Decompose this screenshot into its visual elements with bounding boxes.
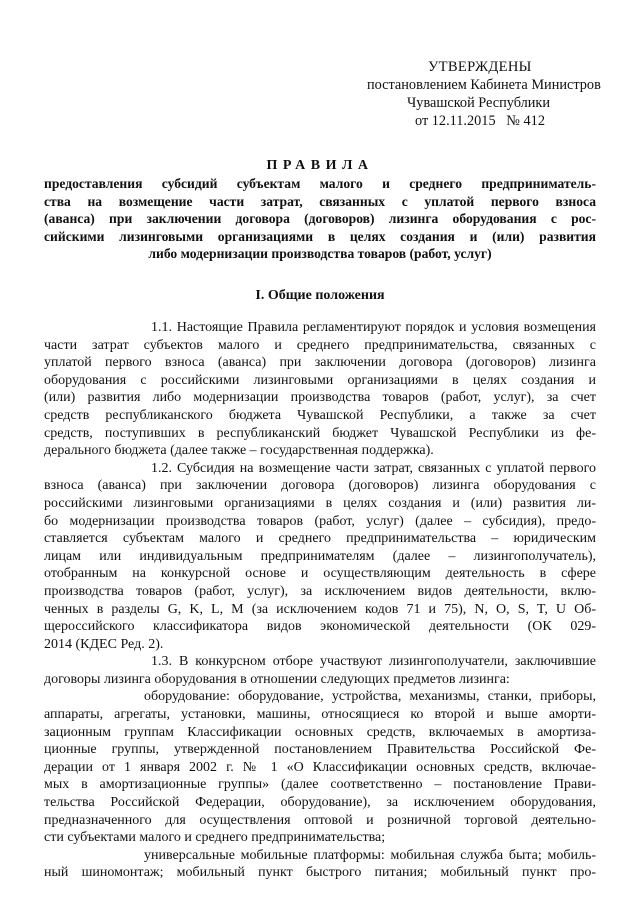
paragraph-1-2-line: российскими лизинговыми организациями в целях создания и (или) развития ли- — [44, 495, 596, 511]
paragraph-1-2-line: взноса (аванса) при заключении договора (договоров) лизинга оборудования с — [44, 478, 596, 494]
paragraph-1-1-line: (или) развития либо модернизации производства товаров (работ, услуг), за счет — [44, 390, 596, 406]
subtitle-line: либо модернизации производства товаров (работ, услуг) — [148, 246, 492, 262]
subtitle-line: ства на возмещение части затрат, связанных с уплатой первого взноса — [44, 193, 596, 209]
paragraph-1-2-line: лицам или индивидуальным предпринимателям (далее – лизингополучатель), — [44, 548, 596, 564]
paragraph-1-3-line: договоры лизинга оборудования в отношении следующих предметов лизинга: — [44, 671, 510, 687]
mobile-platforms-item-line: ный шиномонтаж; мобильный пункт быстрого питания; мобильный пункт про- — [44, 865, 596, 881]
equipment-item-line: предназначенного для осуществления оптовой и розничной торговой деятельно- — [44, 812, 596, 828]
paragraph-1-2-line: ставляется субъектам малого и среднего предпринимательства – юридическим — [44, 531, 596, 547]
paragraph-1-1-line: части затрат субъектов малого и среднего предпринимательства, связанных с — [44, 337, 596, 353]
section-heading: I. Общие положения — [255, 288, 385, 303]
paragraph-1-1-line: уплатой первого взноса (аванса) при заключении договора (договоров) лизинга — [44, 355, 596, 371]
equipment-item-line: сти субъектами малого и среднего предпринимательства; — [44, 830, 386, 846]
document-title: ПРАВИЛА — [266, 158, 374, 173]
paragraph-1-1-line: средств республиканского бюджета Чувашской Республики, а также за счет — [44, 407, 596, 423]
approval-stamp — [365, 58, 625, 130]
document-body — [44, 319, 596, 882]
paragraph-1-2-line: отобранным на конкурсной основе и осуществляющим деятельность в сфере — [44, 566, 596, 582]
paragraph-1-3-line: 1.3. В конкурсном отборе участвуют лизингополучатели, заключившие — [151, 654, 596, 670]
equipment-item-line: оборудование: оборудование, устройства, механизмы, станки, приборы, — [144, 689, 596, 705]
equipment-item-line: дерации от 1 января 2002 г. № 1 «О Классификации основных средств, включае- — [44, 759, 596, 775]
equipment-item-line: мых в амортизационные группы» (далее соответственно – постановление Прави- — [44, 777, 596, 793]
paragraph-1-1-line: 1.1. Настоящие Правила регламентируют порядок и условия возмещения — [151, 320, 596, 335]
paragraph-1-1-line: оборудования с российскими лизинговыми организациями в целях создания и — [44, 372, 596, 388]
paragraph-1-2-line: щероссийского классификатора видов экономической деятельности (ОК 029- — [44, 619, 596, 635]
equipment-item-line: аппараты, агрегаты, установки, машины, относящиеся ко второй и выше аморти- — [44, 707, 596, 723]
approval-date-number: от 12.11.2015 № 412 — [415, 113, 545, 129]
mobile-platforms-item-line: универсальные мобильные платформы: мобильная служба быта; мобиль- — [144, 847, 596, 863]
paragraph-1-1-line: средств, поступивших в республиканский бюджет Чувашской Республики из фе- — [44, 425, 596, 441]
subtitle-line: сийскими лизинговыми организациями в целях создания и (или) развития — [44, 228, 596, 244]
subtitle-line: предоставления субсидий субъектам малого и среднего предприниматель- — [44, 176, 596, 191]
equipment-item-line: ционные группы, утвержденной постановлением Правительства Российской Фе- — [44, 742, 596, 758]
paragraph-1-2-line: 2014 (КДЕС Ред. 2). — [44, 636, 164, 652]
paragraph-1-2-line: ченных в разделы G, K, L, M (за исключением кодов 71 и 75), N, O, S, T, U Об- — [44, 601, 596, 617]
equipment-item-line: зационным группам Классификации основных средств, включаемых в амортиза- — [44, 724, 596, 740]
paragraph-1-2-line: бо модернизации производства товаров (работ, услуг) (далее – субсидия), предо- — [44, 513, 596, 529]
paragraph-1-2-line: 1.2. Субсидия на возмещение части затрат, связанных с уплатой первого — [151, 460, 596, 476]
approval-line: Чувашской Республики — [407, 95, 551, 111]
equipment-item-line: тельства Российской Федерации, оборудование), за исключением оборудования, — [44, 795, 596, 811]
approval-title: УТВЕРЖДЕНЫ — [428, 59, 532, 75]
subtitle-line: (аванса) при заключении договора (договоров) лизинга оборудования с рос- — [44, 211, 596, 227]
approval-line: постановлением Кабинета Министров — [367, 77, 601, 93]
paragraph-1-1-line: дерального бюджета (далее также – государственная поддержка). — [44, 443, 434, 459]
paragraph-1-2-line: производства товаров (работ, услуг), за исключением видов деятельности, вклю- — [44, 583, 596, 599]
document-subtitle — [44, 175, 596, 263]
